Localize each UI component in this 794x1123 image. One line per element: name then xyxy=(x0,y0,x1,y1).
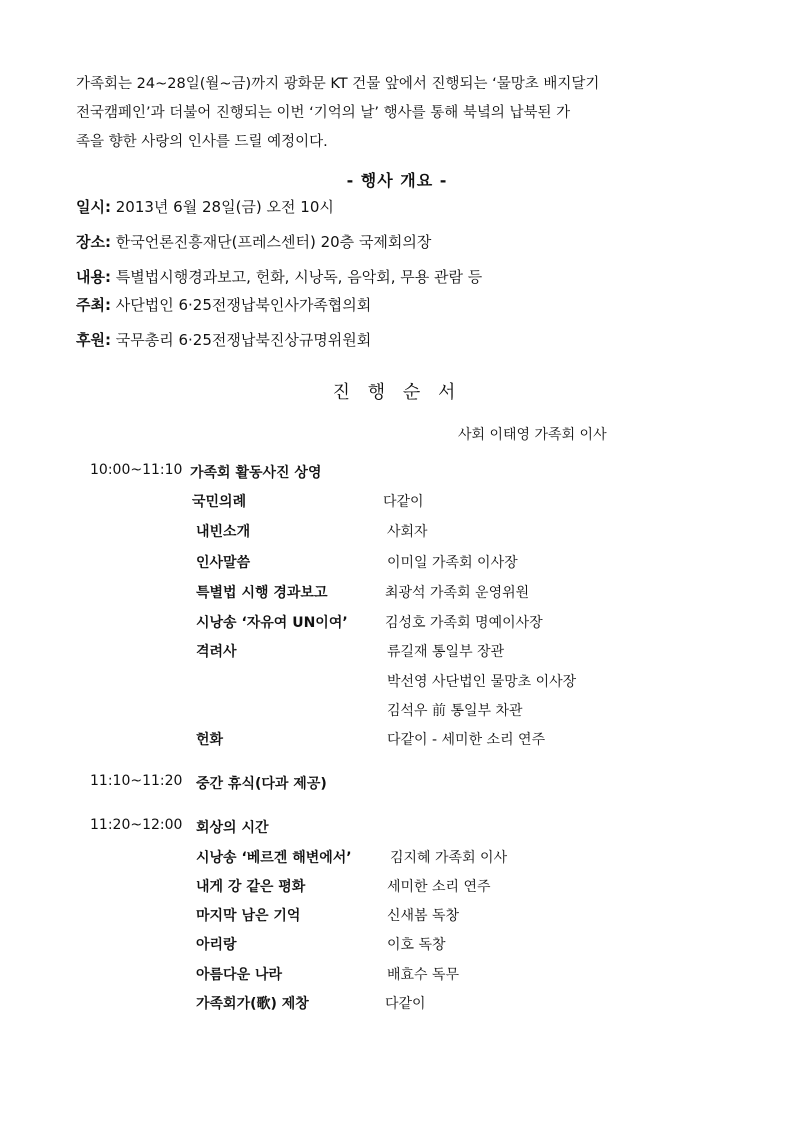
program-item-title: 마지막 남은 기억 xyxy=(196,908,301,924)
overview-date xyxy=(76,196,716,217)
overview-date-label: 일시: xyxy=(76,198,111,216)
session-time: 10:00~11:10 xyxy=(90,462,183,478)
program-item-person: 세미한 소리 연주 xyxy=(387,879,491,895)
intro-paragraph xyxy=(76,70,686,157)
program-item-person: 김석우 前 통일부 차관 xyxy=(387,703,523,719)
intro-line: 가족회는 24~28일(월~금)까지 광화문 KT 건물 앞에서 진행되는 ‘물망초 배지달기 xyxy=(76,76,600,92)
program-mc: 사회 이태영 가족회 이사 xyxy=(458,427,607,443)
overview-sponsor-label: 후원: xyxy=(76,331,111,349)
program-item-person: 다같이 xyxy=(385,996,426,1012)
session-title: 가족회 활동사진 상영 xyxy=(190,465,322,481)
intro-line: 전국캠페인’과 더불어 진행되는 이번 ‘기억의 날’ 행사를 통해 북녘의 납북된 가 xyxy=(76,105,571,121)
program-item-title: 국민의례 xyxy=(192,494,247,510)
program-item-person: 다같이 - 세미한 소리 연주 xyxy=(387,732,546,748)
program-item-title: 격려사 xyxy=(196,644,237,660)
intro-line: 족을 향한 사랑의 인사를 드릴 예정이다. xyxy=(76,134,328,150)
program-item-title: 아리랑 xyxy=(196,937,237,953)
overview-host xyxy=(76,294,716,315)
program-item-person: 김성호 가족회 명예이사장 xyxy=(385,615,543,631)
overview-content-value: 특별법시행경과보고, 헌화, 시낭독, 음악회, 무용 관람 등 xyxy=(110,268,483,286)
overview-date-value: 2013년 6월 28일(금) 오전 10시 xyxy=(110,198,334,216)
program-title: 진 행 순 서 xyxy=(332,382,462,403)
program-item-title: 아름다운 나라 xyxy=(196,967,283,983)
overview-content-label: 내용: xyxy=(76,268,111,286)
program-item-person: 최광석 가족회 운영위원 xyxy=(385,585,530,601)
overview-venue-value: 한국언론진흥재단(프레스센터) 20층 국제회의장 xyxy=(110,233,432,251)
program-item-person: 김지혜 가족회 이사 xyxy=(390,850,508,866)
program-item-person: 신새봄 독창 xyxy=(387,908,460,924)
overview-content xyxy=(76,266,716,287)
program-item-title: 인사말씀 xyxy=(196,555,251,571)
overview-sponsor xyxy=(76,329,716,350)
program-item-person: 사회자 xyxy=(387,524,428,540)
program-item-title: 시낭송 ‘자유여 UN이여’ xyxy=(196,615,348,631)
program-item-title: 시낭송 ‘베르겐 해변에서’ xyxy=(196,850,352,866)
program-item-person: 배효수 독무 xyxy=(387,967,460,983)
program-item-person: 박선영 사단법인 물망초 이사장 xyxy=(387,674,577,690)
program-item-title: 내빈소개 xyxy=(196,524,251,540)
overview-venue-label: 장소: xyxy=(76,233,111,251)
overview-heading: - 행사 개요 - xyxy=(346,171,448,190)
session-title: 회상의 시간 xyxy=(196,820,269,836)
program-item-person: 다같이 xyxy=(383,494,424,510)
program-item-title: 헌화 xyxy=(196,732,224,748)
program-item-title: 특별법 시행 경과보고 xyxy=(196,585,328,601)
overview-venue xyxy=(76,231,716,252)
session-title: 중간 휴식(다과 제공) xyxy=(196,776,327,792)
program-item-title: 가족회가(歌) 제창 xyxy=(196,996,309,1012)
overview-sponsor-value: 국무총리 6·25전쟁납북진상규명위원회 xyxy=(110,331,372,349)
program-item-person: 류길재 통일부 장관 xyxy=(387,644,505,660)
overview-host-value: 사단법인 6·25전쟁납북인사가족협의회 xyxy=(110,296,372,314)
session-time: 11:20~12:00 xyxy=(90,817,183,833)
overview-host-label: 주최: xyxy=(76,296,111,314)
program-item-title: 내게 강 같은 평화 xyxy=(196,879,306,895)
program-item-person: 이미일 가족회 이사장 xyxy=(387,555,518,571)
session-time: 11:10~11:20 xyxy=(90,773,183,789)
program-item-person: 이호 독창 xyxy=(387,937,446,953)
